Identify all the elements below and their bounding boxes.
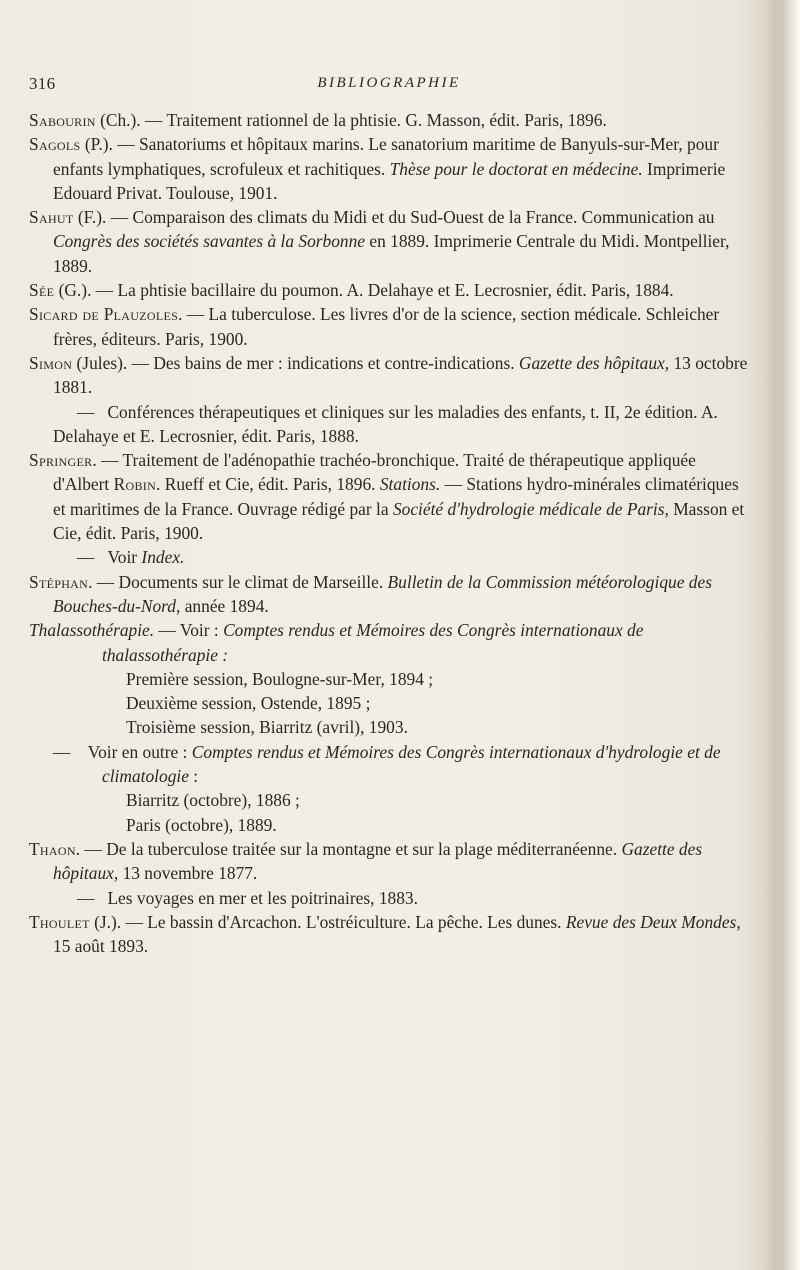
entry-author: Sée [29, 280, 55, 301]
bibliography-list [29, 108, 749, 958]
entry-sicard: Sicard de Plauzoles. — La tuberculose. Les livres d'or de la science, section médicale. Schleicher frères, éditeurs. Paris, 1900. [29, 304, 720, 349]
entry-thalassotherapie: Thalassothérapie. — Voir : Comptes rendus et Mémoires des Congrès internationaux de thalassothérapie : [29, 620, 644, 665]
entry-author: Simon [29, 352, 73, 373]
entry-author: Springer [29, 450, 93, 471]
page-edge-shadow [762, 0, 800, 1270]
entry-thaon-2: — Les voyages en mer et les poitrinaires, 1883. [77, 887, 418, 908]
page-header [29, 74, 749, 98]
entry-stephan: Stéphan. — Documents sur le climat de Marseille. Bulletin de la Commission météorologique des Bouches-du-Nord, année 1894. [29, 571, 712, 616]
entry-see: Sée (G.). — La phtisie bacillaire du poumon. A. Delahaye et E. Lecrosnier, édit. Paris, 1884. [29, 280, 674, 301]
entry-sahut: Sahut (F.). — Comparaison des climats du Midi et du Sud-Ouest de la France. Communication au Congrès des sociétés savantes à la Sorbonne en 1889. Imprimerie Centrale du Midi. Montpellier, 1889. [29, 207, 730, 276]
entry-sabourin: Sabourin (Ch.). — Traitement rationnel de la phtisie. G. Masson, édit. Paris, 1896. [29, 110, 607, 130]
session-3: Troisième session, Biarritz (avril), 1903. [126, 717, 408, 738]
entry-springer: Springer. — Traitement de l'adénopathie trachéo-bronchique. Traité de thérapeutique appliquée d'Albert Robin. Rueff et Cie, édit. Paris, 1896. Stations. — Stations hydro-minérales climatériques et maritimes de la France. Ouvrage rédigé par la Société d'hydrologie médicale de Paris, Masson et Cie, édit. Paris, 1900. [29, 450, 745, 544]
entry-simon: Simon (Jules). — Des bains de mer : indications et contre-indications. Gazette des hôpitaux, 13 octobre 1881. [29, 352, 748, 398]
entry-thaon: Thaon. — De la tuberculose traitée sur la montagne et sur la plage méditerranéenne. Gazette des hôpitaux, 13 novembre 1877. [29, 838, 703, 884]
entry-author: Sahut [29, 207, 74, 228]
entry-author: Sagols [29, 134, 81, 155]
session-biarritz: Biarritz (octobre), 1886 ; [126, 790, 300, 811]
session-2: Deuxième session, Ostende, 1895 ; [126, 693, 371, 714]
entry-voir-index: — Voir Index. [77, 547, 185, 568]
entry-author: Sicard de Plauzoles [29, 304, 179, 325]
page-number: 316 [29, 74, 56, 93]
entry-author: Thoulet [29, 911, 90, 932]
entry-voir-en-outre: — Voir en outre : Comptes rendus et Mémoires des Congrès internationaux d'hydrologie et de climatologie : [53, 741, 721, 787]
entry-title: Thalassothérapie. [29, 620, 155, 641]
session-paris: Paris (octobre), 1889. [126, 814, 277, 835]
entry-thoulet: Thoulet (J.). — Le bassin d'Arcachon. L'ostréiculture. La pêche. Les dunes. Revue des Deux Mondes, 15 août 1893. [29, 911, 741, 957]
entry-author: Sabourin [29, 110, 96, 130]
running-head: BIBLIOGRAPHIE [317, 75, 461, 91]
entry-sagols: Sagols (P.). — Sanatoriums et hôpitaux marins. Le sanatorium maritime de Banyuls-sur-Mer, pour enfants lymphatiques, scrofuleux et rachitiques. Thèse pour le doctorat en médecine. Imprimerie Edouard Privat. Toulouse, 1901. [29, 134, 726, 203]
entry-author: Thaon [29, 838, 76, 859]
session-1: Première session, Boulogne-sur-Mer, 1894 ; [126, 668, 434, 689]
entry-author: Stéphan [29, 571, 89, 592]
entry-simon-2: — Conférences thérapeutiques et cliniques sur les maladies des enfants, t. II, 2e édition. A. Delahaye et E. Lecrosnier, édit. Paris, 1888. [53, 401, 718, 446]
